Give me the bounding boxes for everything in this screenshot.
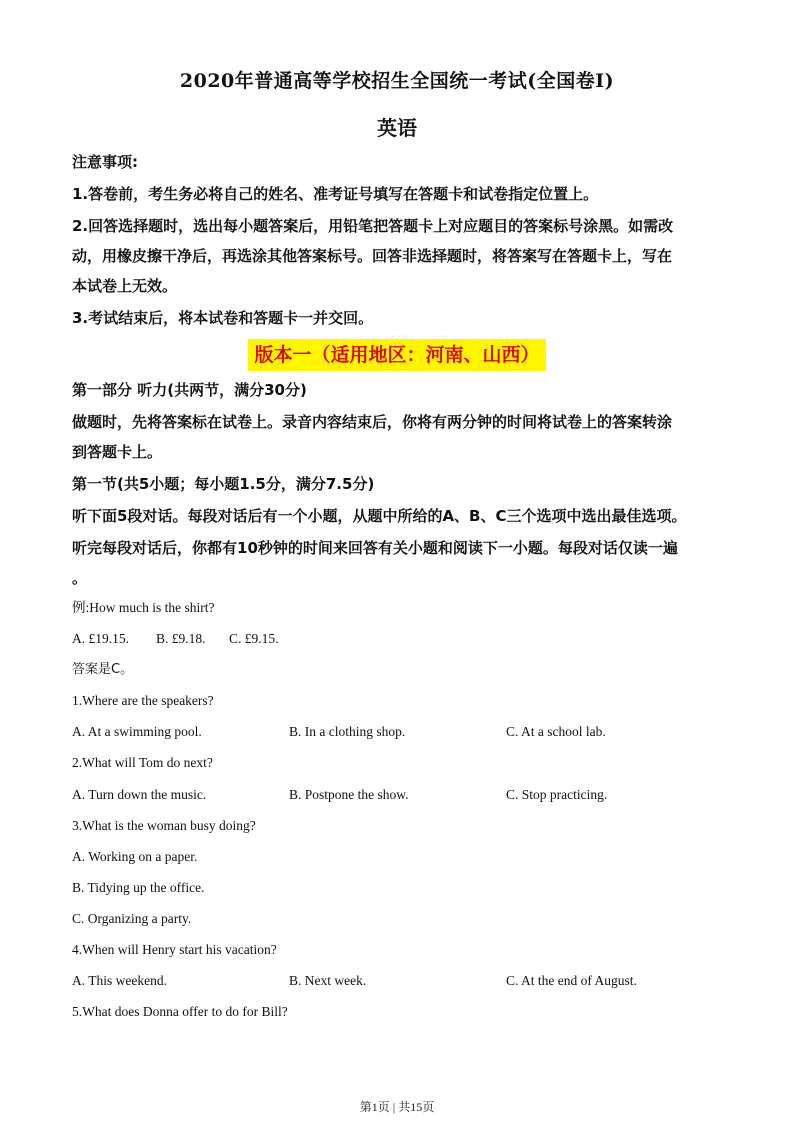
question-2-stem: 2.What will Tom do next? <box>72 755 213 770</box>
question-4-option-c: C. At the end of August. <box>506 973 637 988</box>
notice-item-2-cont: 动，用橡皮擦干净后，再选涂其他答案标号。回答非选择题时，将答案写在答题卡上，写在 <box>72 247 673 265</box>
section1-instruction-3: 。 <box>72 569 88 587</box>
notice-heading: 注意事项: <box>72 153 138 171</box>
example-option-a: A. £19.15. <box>72 631 129 646</box>
question-4-option-a: A. This weekend. <box>72 973 167 988</box>
version-banner: 版本一（适用地区：河南、山西） <box>248 339 545 371</box>
question-5-stem: 5.What does Donna offer to do for Bill? <box>72 1004 288 1019</box>
question-1-option-b: B. In a clothing shop. <box>289 724 406 739</box>
section1-instruction-2: 听完每段对话后，你都有10秒钟的时间来回答有关小题和阅读下一小题。每段对话仅读一遍 <box>72 539 678 557</box>
notice-item-1: 1.答卷前，考生务必将自己的姓名、准考证号填写在答题卡和试卷指定位置上。 <box>72 185 599 203</box>
section1-instruction-1: 听下面5段对话。每段对话后有一个小题，从题中所给的A、B、C三个选项中选出最佳选项。 <box>72 507 687 525</box>
question-3-option-a: A. Working on a paper. <box>72 849 198 864</box>
notice-item-2: 2.回答选择题时，选出每小题答案后，用铅笔把答题卡上对应题目的答案标号涂黑。如需改 <box>72 217 674 235</box>
question-2-option-c: C. Stop practicing. <box>506 787 608 802</box>
part1-instruction-1: 做题时，先将答案标在试卷上。录音内容结束后，你将有两分钟的时间将试卷上的答案转涂 <box>72 413 673 431</box>
part1-instruction-2: 到答题卡上。 <box>72 443 163 461</box>
question-3-option-c: C. Organizing a party. <box>72 911 192 926</box>
example-option-c: C. £9.15. <box>229 631 279 646</box>
question-1-option-c: C. At a school lab. <box>506 724 606 739</box>
question-1-stem: 1.Where are the speakers? <box>72 693 214 708</box>
part1-heading: 第一部分 听力(共两节，满分30分) <box>72 381 307 399</box>
section1-heading: 第一节(共5小题；每小题1.5分，满分7.5分) <box>72 475 375 493</box>
version-banner-wrap <box>0 339 794 371</box>
question-4-option-b: B. Next week. <box>289 973 367 988</box>
example-question: 例:How much is the shirt? <box>72 600 215 615</box>
notice-item-2-end: 本试卷上无效。 <box>72 277 178 295</box>
question-2-option-a: A. Turn down the music. <box>72 787 207 802</box>
question-2-option-b: B. Postpone the show. <box>289 787 409 802</box>
exam-subject: 英语 <box>377 116 417 140</box>
notice-item-3: 3.考试结束后，将本试卷和答题卡一并交回。 <box>72 309 374 327</box>
exam-title: 2020年普通高等学校招生全国统一考试(全国卷I) <box>179 70 615 92</box>
question-4-stem: 4.When will Henry start his vacation? <box>72 942 277 957</box>
question-3-option-b: B. Tidying up the office. <box>72 880 205 895</box>
question-1-option-a: A. At a swimming pool. <box>72 724 202 739</box>
example-option-b: B. £9.18. <box>156 631 206 646</box>
page-footer: 第1页 | 共15页 <box>359 1100 435 1114</box>
example-answer: 答案是C。 <box>72 662 134 677</box>
question-3-stem: 3.What is the woman busy doing? <box>72 818 256 833</box>
